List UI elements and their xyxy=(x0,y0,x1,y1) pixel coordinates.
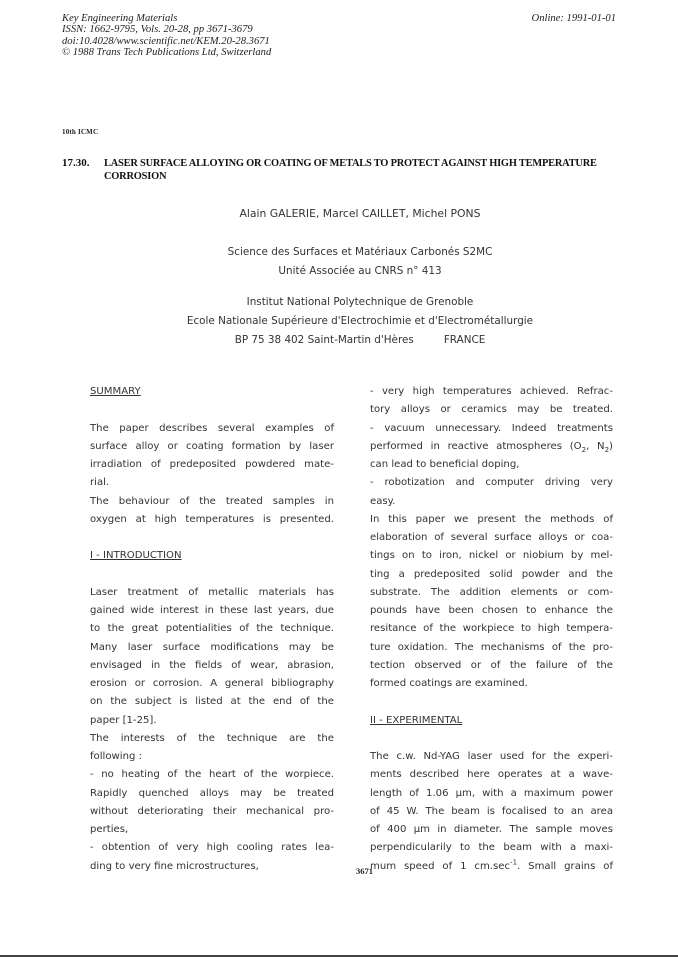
introduction-heading: I - INTRODUCTION xyxy=(90,550,182,562)
text-line: pounds have been chosen to enhance the xyxy=(370,605,613,616)
lab-line-2: Unité Associée au CNRS n° 413 xyxy=(278,264,442,277)
inst-address: BP 75 38 402 Saint-Martin d'Hères xyxy=(234,333,414,346)
text-line: tection observed or of the failure of the xyxy=(370,659,613,671)
text-line: Laser treatment of metallic materials has xyxy=(90,586,334,598)
title-line-1: LASER SURFACE ALLOYING OR COATING OF METALS TO PROTECT AGAINST HIGH TEMPERATURE xyxy=(104,158,597,169)
text-line: of 400 µm in diameter. The sample moves xyxy=(370,824,613,835)
text-line: The behaviour of the treated samples in xyxy=(90,495,334,507)
text-line: The interests of the technique are the xyxy=(90,732,334,744)
conference-label: 10th ICMC xyxy=(62,128,99,136)
experimental-heading: II - EXPERIMENTAL xyxy=(370,714,463,726)
summary-heading: SUMMARY xyxy=(90,386,141,397)
article-title xyxy=(104,157,624,183)
text-line: substrate. The addition elements or com- xyxy=(370,586,613,598)
text-line: Many laser surface modifications may be xyxy=(90,641,334,653)
author-list: Alain GALERIE, Marcel CAILLET, Michel PONS xyxy=(239,207,481,220)
text-line: - robotization and computer driving very xyxy=(370,477,613,489)
text-line: paper [1-25]. xyxy=(90,714,157,726)
doi-line: doi:10.4028/www.scientific.net/KEM.20-28.3671 xyxy=(62,35,270,47)
text-line: can lead to beneficial doping, xyxy=(370,459,520,470)
text-line: on the subject is listed at the end of the xyxy=(90,696,334,708)
text-line: without deteriorating their mechanical pro- xyxy=(90,805,334,817)
text-line: length of 1.06 µm, with a maximum power xyxy=(370,787,613,799)
text-line: ting a predeposited solid powder and the xyxy=(370,568,613,580)
text-line: tings on to iron, nickel or niobium by mel- xyxy=(370,550,613,562)
lab-line-1: Science des Surfaces et Matériaux Carbonés S2MC xyxy=(227,246,493,258)
inst-country: FRANCE xyxy=(443,333,486,346)
summary-text xyxy=(90,420,334,530)
affiliation-institute xyxy=(90,293,630,349)
text-line: ture oxidation. The mechanisms of the pro- xyxy=(370,641,613,653)
text-line: following : xyxy=(90,751,142,762)
text-line: ments described here operates at a wave- xyxy=(370,769,613,781)
issn-line: ISSN: 1662-9795, Vols. 20-28, pp 3671-3679 xyxy=(62,24,253,36)
speed-line: mum speed of 1 $cm.\sec^{-1}$. Small grains of xyxy=(370,858,613,872)
copyright-line: © 1988 Trans Tech Publications Ltd, Switzerland xyxy=(62,46,272,58)
text-line: formed coatings are examined. xyxy=(370,678,528,689)
text-line: gained wide interest in these last years, due xyxy=(90,605,334,616)
text-line: envisaged in the fields of wear, abrasion, xyxy=(90,659,334,671)
text-line: irradiation of predeposited powdered mate- xyxy=(90,459,334,470)
text-line: In this paper we present the methods of xyxy=(370,513,613,525)
text-line: The paper describes several examples of xyxy=(90,422,334,434)
right-column xyxy=(370,383,613,876)
bottom-rule xyxy=(0,955,678,957)
left-column xyxy=(90,383,334,876)
text-line: The c.w. Nd-YAG laser used for the experi- xyxy=(370,751,613,762)
text-line: tory alloys or ceramics may be treated. xyxy=(370,404,613,416)
text-line: resitance of the workpiece to high tempera- xyxy=(370,623,613,635)
article-number: 17.30. xyxy=(62,157,90,169)
text-line: ding to very fine microstructures, xyxy=(90,860,259,872)
text-line: - vacuum unnecessary. Indeed treatments xyxy=(370,422,613,434)
inst-line-2: Ecole Nationale Supérieure d'Electrochimie et d'Electrométallurgie xyxy=(186,314,534,327)
text-line: - obtention of very high cooling rates lea- xyxy=(90,842,334,854)
atmosphere-line: performed in reactive atmospheres ($O_2$, $N_2$) xyxy=(370,440,613,454)
text-line: elaboration of several surface alloys or coa- xyxy=(370,532,613,543)
text-line: - very high temperatures achieved. Refrac- xyxy=(370,386,613,397)
title-line-2: CORROSION xyxy=(104,171,167,182)
text-line: perpendicularily to the beam with a maxi- xyxy=(370,842,613,854)
text-line: rial. xyxy=(90,477,110,489)
text-line: easy. xyxy=(370,495,396,507)
text-line: to the great potentialities of the technique. xyxy=(90,623,334,635)
text-line: - no heating of the heart of the worpiece. xyxy=(90,769,334,781)
introduction-text xyxy=(90,584,334,876)
affiliation-lab xyxy=(90,243,630,281)
text-line: oxygen at high temperatures is presented. xyxy=(90,513,334,525)
journal-name: Key Engineering Materials xyxy=(62,13,178,24)
inst-line-1: Institut National Polytechnique de Grenoble xyxy=(246,296,474,308)
text-line: erosion or corrosion. A general bibliography xyxy=(90,678,334,689)
text-line: perties, xyxy=(90,824,129,835)
text-line: of 45 W. The beam is focalised to an area xyxy=(370,805,613,817)
text-line: surface alloy or coating formation by laser xyxy=(90,440,334,452)
inst-line-3 xyxy=(90,331,630,350)
online-date: Online: 1991-01-01 xyxy=(531,13,616,24)
page-number: 3671 xyxy=(356,866,373,876)
text-line: Rapidly quenched alloys may be treated xyxy=(90,787,334,799)
